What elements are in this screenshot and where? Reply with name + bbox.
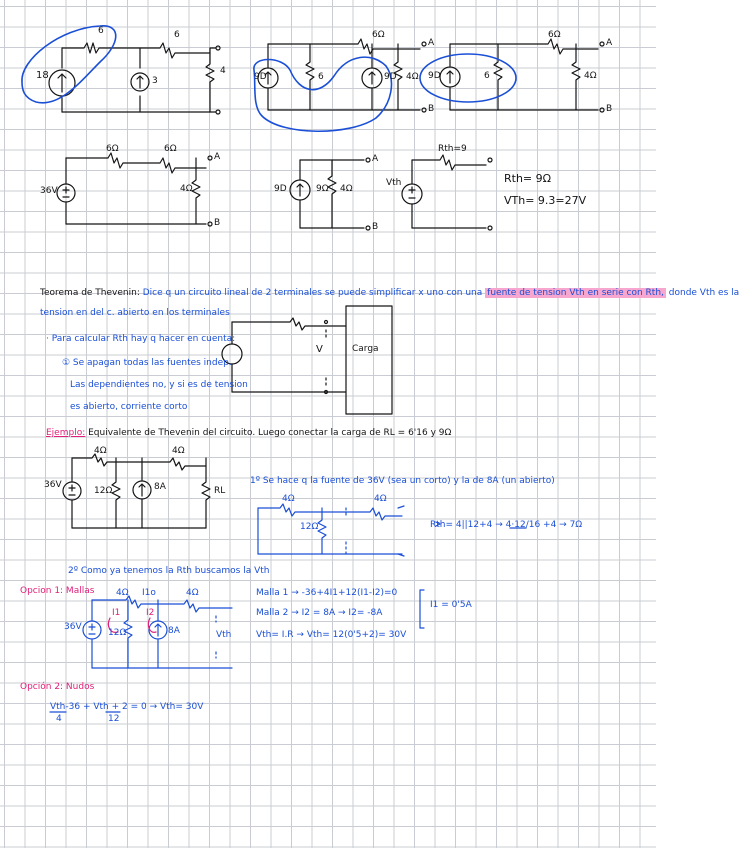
- ex-rmid: 12Ω: [94, 486, 113, 496]
- diagram-load-label: Carga: [352, 344, 379, 354]
- label-r2c2-src: 9D: [274, 184, 287, 194]
- label-r1c3-rmid: 6: [484, 71, 490, 81]
- ex-rload: RL: [214, 486, 226, 496]
- ex-r1: 4Ω: [94, 446, 107, 456]
- label-r1c2-rtop: 6Ω: [372, 30, 385, 40]
- rth-r2: 4Ω: [374, 494, 387, 504]
- label-r1c3-a: A: [606, 38, 613, 48]
- label-r2c1-a: A: [214, 152, 221, 162]
- rth-formula: Rth= 4||12+4 → 4·12/16 +4 → 7Ω: [430, 520, 583, 530]
- vth-result: Vth= I.R → Vth= 12(0'5+2)= 30V: [256, 630, 407, 640]
- nodal-den-1: 4: [56, 714, 62, 724]
- ex-src: 36V: [44, 480, 62, 490]
- label-r1c3-rright: 4Ω: [584, 71, 597, 81]
- vth-srcmid: 8A: [168, 626, 180, 636]
- label-r1c2-srcl: 9D: [254, 72, 267, 82]
- example-heading: [46, 428, 451, 438]
- diagram-v-label: V: [316, 344, 323, 355]
- vth-step: 2º Como ya tenemos la Rth buscamos la Vth: [68, 566, 270, 576]
- circuit-r1-c2: [258, 39, 426, 112]
- label-r2c2-b: B: [372, 222, 379, 232]
- result-vth: VTh= 9.3=27V: [504, 194, 587, 207]
- mesh-solution: I1 = 0'5A: [430, 600, 472, 610]
- theory-line-1: [40, 288, 739, 298]
- label-r2c2-rright: 4Ω: [340, 184, 353, 194]
- label-r2c2-a: A: [372, 154, 379, 164]
- rth-circuit: [258, 504, 440, 556]
- label-r1c2-b: B: [428, 104, 435, 114]
- label-r2c1-r2: 6Ω: [164, 144, 177, 154]
- system-bracket: [420, 590, 424, 628]
- vth-i1: I1: [112, 608, 121, 618]
- label-r2c1-src: 36V: [40, 186, 58, 196]
- theory-step-2: Las dependientes no, y si es de tension: [70, 380, 248, 390]
- vth-rmid: 12Ω: [108, 628, 127, 638]
- ex-r2: 4Ω: [172, 446, 185, 456]
- label-r1c2-a: A: [428, 38, 435, 48]
- label-r1c1-mid: 3: [152, 76, 158, 86]
- label-r2c1-rright: 4Ω: [180, 184, 193, 194]
- label-r2c3-rth: Rth=9: [438, 144, 467, 154]
- theory-highlight: fuente de tension Vth en serie con Rth,: [487, 288, 664, 298]
- option-1-label: Opcion 1: Mallas: [20, 586, 95, 596]
- nodal-equation: Vth-36 + Vth + 2 = 0 → Vth= 30V: [50, 702, 204, 712]
- label-r1c3-rtop: 6Ω: [548, 30, 561, 40]
- mesh-eq-1: Malla 1 → -36+4I1+12(I1-I2)=0: [256, 588, 398, 598]
- label-r1c1-src: 18: [36, 70, 49, 81]
- rth-step: 1º Se hace q la fuente de 36V (sea un corto) y la de 8A (un abierto): [250, 476, 555, 486]
- label-r2c1-b: B: [214, 218, 221, 228]
- label-r1c2-srcm: 9D: [384, 72, 397, 82]
- vth-out-label: Vth: [216, 630, 232, 640]
- label-r1c2-rmid: 6: [318, 72, 324, 82]
- circuit-r1-c1: [49, 43, 220, 114]
- theory-bullet: · Para calcular Rth hay q hacer en cuenta:: [46, 334, 236, 344]
- theory-text-1-end: donde Vth es la: [668, 288, 739, 298]
- label-r1c1-right: 4: [220, 66, 226, 76]
- example-text: Equivalente de Thevenin del circuito. Luego conectar la carga de RL = 6'16 y 9Ω: [88, 428, 452, 438]
- nodal-den-2: 12: [108, 714, 120, 724]
- rth-rmid: 12Ω: [300, 522, 319, 532]
- vth-r1: 4Ω: [116, 588, 129, 598]
- rth-r1: 4Ω: [282, 494, 295, 504]
- vth-circuit: [83, 596, 232, 668]
- label-r1c1-rtop: 6: [98, 26, 104, 36]
- vth-r1b: I1o: [142, 588, 156, 598]
- circuit-r1-c3: [440, 39, 604, 112]
- vth-r2: 4Ω: [186, 588, 199, 598]
- theory-step-3: es abierto, corriente corto: [70, 402, 188, 412]
- theory-text-1: Dice q un circuito lineal de 2 terminales se puede simplificar x uno con una: [142, 288, 483, 298]
- theory-line-2: tension en del c. abierto en los terminales: [40, 308, 230, 318]
- label-r1c3-src: 9D: [428, 71, 441, 81]
- circuit-r2-c2: [290, 158, 370, 230]
- ex-srcmid: 8A: [154, 482, 166, 492]
- vth-i2: I2: [146, 608, 155, 618]
- label-r2c2-rmid: 9Ω: [316, 184, 329, 194]
- example-label: Ejemplo:: [46, 428, 86, 438]
- circuit-r2-c3: [402, 155, 492, 230]
- option-2-label: Opción 2: Nudos: [20, 682, 95, 692]
- highlight-loop-1: [22, 26, 116, 103]
- mesh-eq-2: Malla 2 → I2 = 8A → I2= -8A: [256, 608, 383, 618]
- label-r1c3-b: B: [606, 104, 613, 114]
- label-r1c1-rleft: 6: [174, 30, 180, 40]
- theory-title: Teorema de Thevenin:: [40, 288, 140, 298]
- label-r1c2-rright: 4Ω: [406, 72, 419, 82]
- label-r2c1-r1: 6Ω: [106, 144, 119, 154]
- result-rth: Rth= 9Ω: [504, 172, 552, 185]
- thevenin-load-diagram: [222, 306, 392, 414]
- vth-src: 36V: [64, 622, 82, 632]
- label-r2c3-src: Vth: [386, 178, 402, 188]
- example-circuit: [63, 454, 210, 528]
- theory-step-1: ① Se apagan todas las fuentes indep.: [62, 358, 232, 368]
